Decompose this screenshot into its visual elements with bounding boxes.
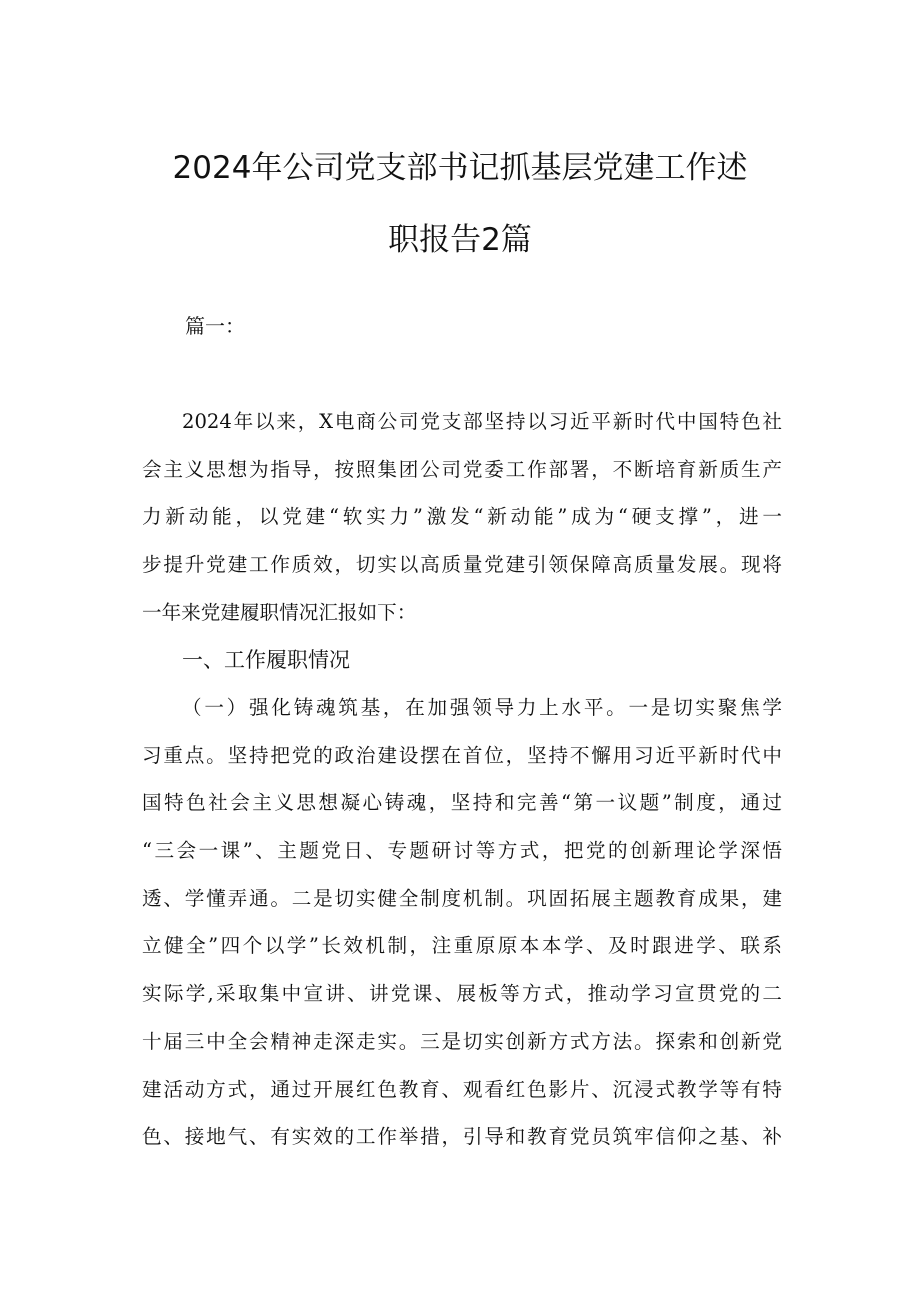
paragraph-line: 立健全”四个以学”长效机制，注重原原本本学、及时跟进学、联系 xyxy=(142,934,782,958)
paragraph-line: 透、学懂弄通。二是切实健全制度机制。巩固拓展主题教育成果，建 xyxy=(142,886,782,910)
document-title-line-2: 职报告2篇 xyxy=(388,222,532,258)
paragraph-line: 步提升党建工作质效，切实以高质量党建引领保障高质量发展。现将 xyxy=(142,553,782,577)
paragraph-line: 十届三中全会精神走深走实。三是切实创新方式方法。探索和创新党 xyxy=(142,1029,782,1053)
section-heading: 一、工作履职情况 xyxy=(182,648,350,672)
paragraph-line: （一）强化铸魂筑基，在加强领导力上水平。一是切实聚焦学 xyxy=(182,696,782,719)
section-label: 篇一： xyxy=(185,314,245,338)
paragraph-line: 力新动能，以党建“软实力”激发“新动能”成为“硬支撑”，进一 xyxy=(142,505,782,529)
paragraph-line: 国特色社会主义思想凝心铸魂，坚持和完善“第一议题”制度，通过 xyxy=(142,791,782,815)
paragraph-line: 习重点。坚持把党的政治建设摆在首位，坚持不懈用习近平新时代中 xyxy=(142,743,782,767)
paragraph-line: 2024年以来，X电商公司党支部坚持以习近平新时代中国特色社 xyxy=(182,410,782,433)
paragraph-line: 实际学,采取集中宣讲、讲党课、展板等方式，推动学习宣贯党的二 xyxy=(142,982,782,1006)
paragraph-line: 会主义思想为指导，按照集团公司党委工作部署，不断培育新质生产 xyxy=(142,457,782,481)
paragraph-line: “三会一课”、主题党日、专题研讨等方式，把党的创新理论学深悟 xyxy=(142,839,782,863)
paragraph-line: 建活动方式，通过开展红色教育、观看红色影片、沉浸式教学等有特 xyxy=(142,1077,782,1101)
intro-paragraph xyxy=(142,398,782,636)
paragraph-line: 色、接地气、有实效的工作举措，引导和教育党员筑牢信仰之基、补 xyxy=(142,1125,782,1149)
paragraph-line: 一年来党建履职情况汇报如下： xyxy=(142,600,417,624)
body-paragraph xyxy=(142,684,782,1161)
document-title-line-1: 2024年公司党支部书记抓基层党建工作述 xyxy=(172,150,748,186)
